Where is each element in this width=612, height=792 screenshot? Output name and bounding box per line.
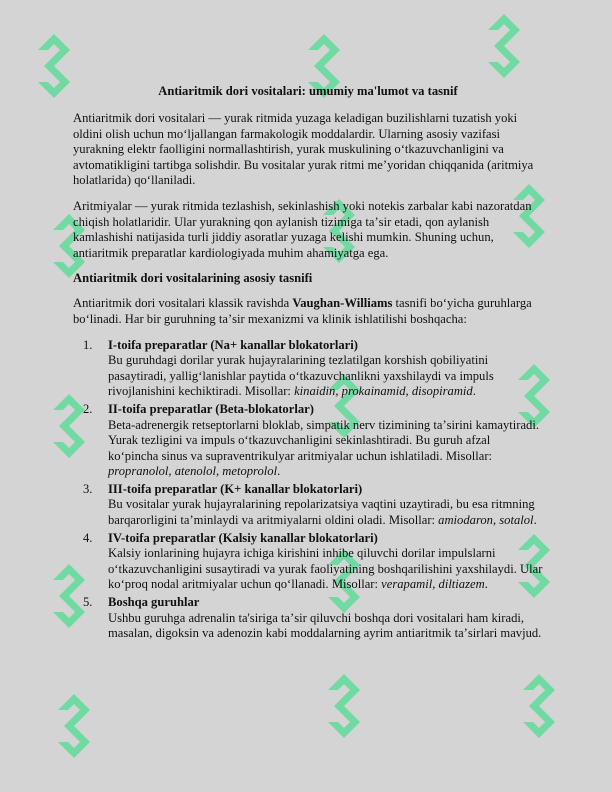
intro-paragraph: Aritmiyalar — yurak ritmida tezlashish, sekinlashish yoki notekis zarbalar kabi nazoratdan chiqish holatlaridir. Ular yurakning qon aylanish tizimiga taʼsir etadi, qon aylanish kamlashishi natijasida turli jiddiy asoratlar yuzaga kelishi mumkin. Shuning uchun, antiaritmik preparatlar kardiologiyada muhim ahamiyatga ega. <box>73 198 532 260</box>
document-content <box>73 84 543 644</box>
group-tail: . <box>533 513 537 528</box>
group-text: Beta-adrenergik retseptorlarni bloklab, simpatik nerv tizimining taʼsirini kamaytiradi. Yurak tezligini va impuls oʻtkazuvchanligini sekinlashtiradi. Bu guruh afzal koʻpincha sinus va supraventrikulyar aritmiyalar uchun ishlatiladi. Misollar: <box>108 417 539 463</box>
document-title: Antiaritmik dori vositalari: umumiy ma'lumot va tasnif <box>158 84 458 98</box>
group-text: Ushbu guruhga adrenalin ta'siriga taʼsir qiluvchi boshqa dori vositalari ham kiradi, masalan, digoksin va adenozin kabi moddalarning ayrim antiaritmik taʼsirlari mavjud. <box>108 610 542 641</box>
group-number: 4. <box>83 530 93 545</box>
group-examples: kinaidin, prokainamid, disopiramid <box>294 384 473 399</box>
group-text: Bu guruhdagi dorilar yurak hujayralarining tezlatilgan korshish qobiliyatini pasaytiradi, yallig‘lanishlar paytida oʻtkazuvchanlikni yaxshilaydi va impuls rivojlanishini kechiktiradi. Misollar: <box>108 353 494 399</box>
group-list <box>73 338 543 642</box>
watermark-logo <box>470 0 580 90</box>
group-tail: . <box>484 577 488 592</box>
group-item <box>73 595 543 642</box>
group-title: III-toifa preparatlar (K+ kanallar blokatorlari) <box>108 481 363 496</box>
watermark-logo <box>310 660 420 750</box>
section-heading: Antiaritmik dori vositalarining asosiy tasnifi <box>73 271 313 286</box>
group-text: Bu vositalar yurak hujayralarining repolarizatsiya vaqtini uzaytiradi, bu esa ritmning barqarorligini taʼminlaydi va aritmiyalarni oldini oladi. Misollar: <box>108 497 535 528</box>
group-tail: . <box>277 464 281 479</box>
group-item <box>73 531 543 593</box>
group-number: 3. <box>83 481 93 496</box>
classification-name: Vaughan-Williams <box>292 296 393 311</box>
group-item <box>73 338 543 400</box>
watermark-logo <box>40 680 150 770</box>
classification-intro <box>73 296 543 327</box>
group-title: Boshqa guruhlar <box>108 595 200 610</box>
group-title: IV-toifa preparatlar (Kalsiy kanallar blokatorlari) <box>108 530 378 545</box>
group-title: I-toifa preparatlar (Na+ kanallar blokatorlari) <box>108 337 358 352</box>
intro-paragraph: Antiaritmik dori vositalari — yurak ritmida yuzaga keladigan buzilishlarni tuzatish yoki oldini olish uchun moʻljallangan farmakologik moddalardir. Ularning asosiy vazifasi yurakning elektr faolligini normallashtirish, yurak muskulining oʻtkazuvchanligini va avtomatikligini tartibga solishdir. Bu vositalar yurak ritmi meʼyoridan chiqqanida (aritmiya holatlarida) qoʻllaniladi. <box>73 111 534 188</box>
group-tail: . <box>472 384 476 399</box>
watermark-logo <box>505 660 612 750</box>
group-number: 2. <box>83 401 93 416</box>
group-examples: propranolol, atenolol, metoprolol <box>108 464 278 479</box>
group-item <box>73 482 543 529</box>
group-number: 1. <box>83 337 93 352</box>
classification-intro-text: tasnifi boʻyicha guruhlarga boʻlinadi. Har bir guruhning taʼsir mexanizmi va klinik ishlatilishi boshqacha: <box>73 296 532 326</box>
group-examples: amiodaron, sotalol <box>438 513 534 528</box>
classification-intro-text: Antiaritmik dori vositalari klassik ravishda <box>73 296 293 311</box>
group-number: 5. <box>83 595 93 610</box>
group-title: II-toifa preparatlar (Beta-blokatorlar) <box>108 401 314 416</box>
group-examples: verapamil, diltiazem <box>381 577 485 592</box>
group-text: Kalsiy ionlarining hujayra ichiga kirishini inhibe qiluvchi dorilar impulslarni oʻtkazuvchanligini susaytiradi va yurak faoliyatining boshqarilishini yaxshilaydi. Ular koʻproq nodal aritmiyalar uchun qoʻllanadi. Misollar: <box>108 546 543 592</box>
group-item <box>73 402 543 480</box>
